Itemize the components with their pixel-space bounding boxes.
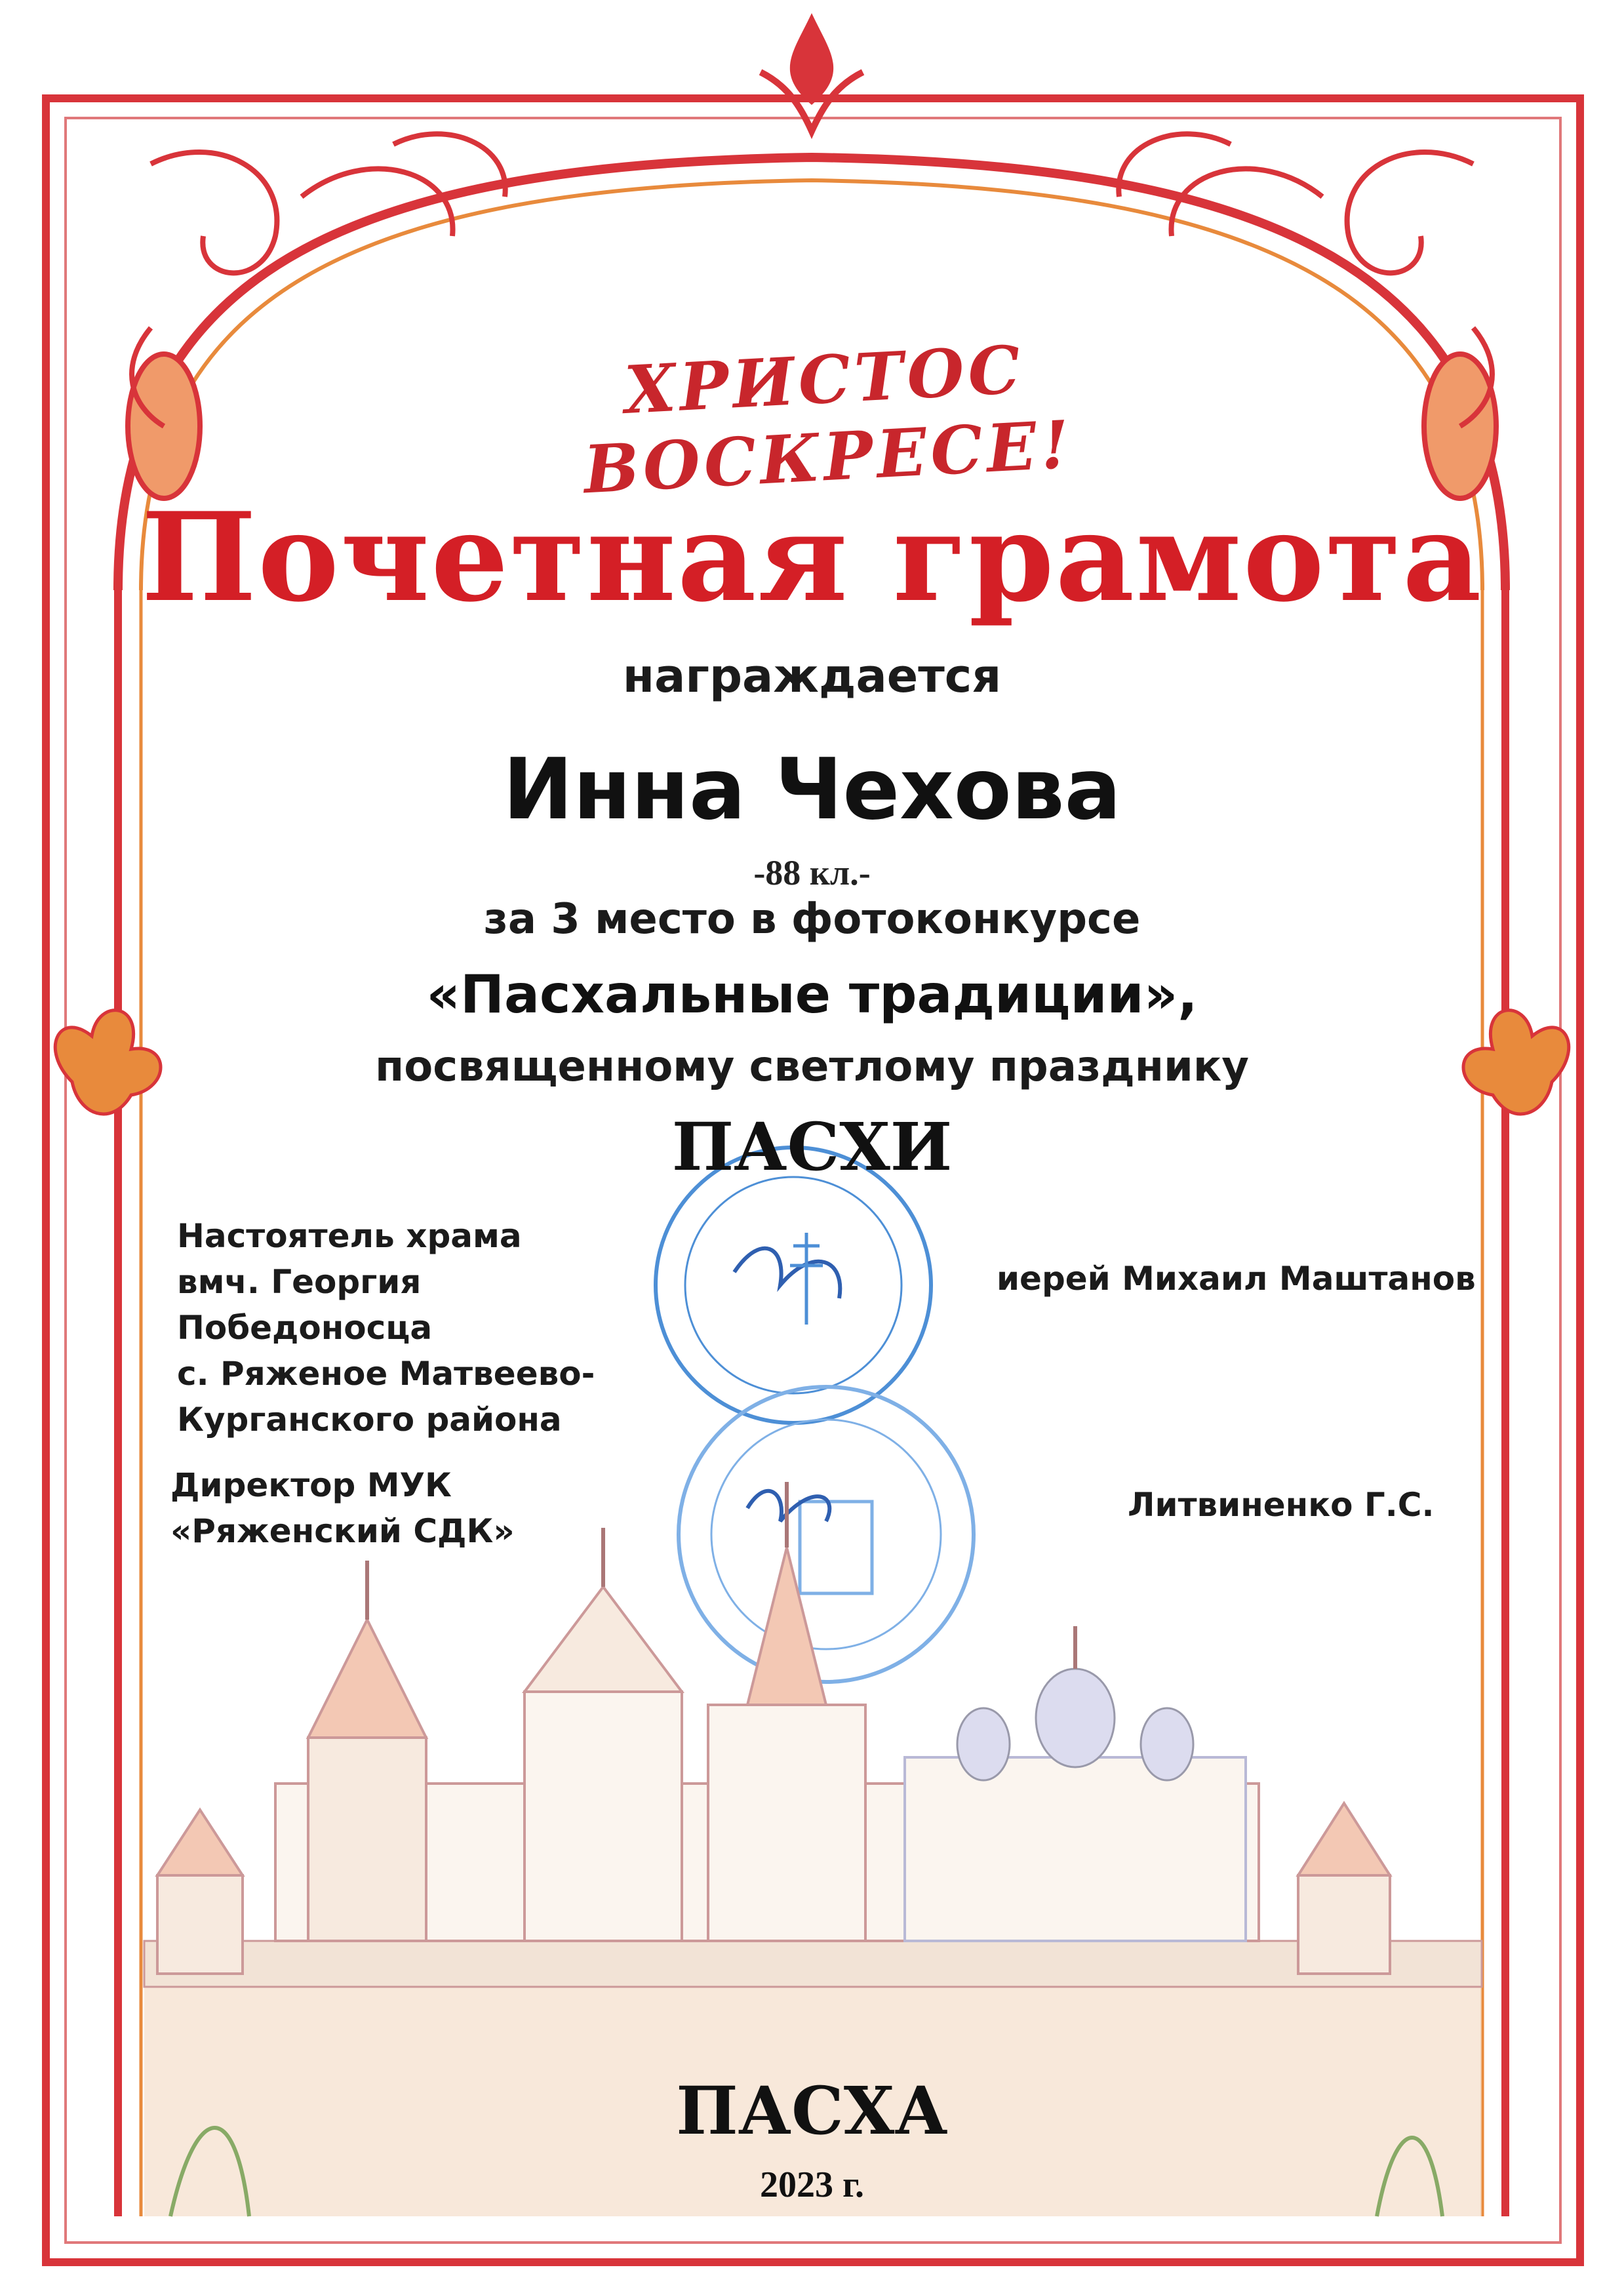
signatory-1-name: иерей Михаил Маштанов bbox=[997, 1260, 1476, 1298]
signatory-1-position-line: вмч. Георгия Победоносца bbox=[177, 1263, 433, 1347]
signatory-1-position bbox=[177, 1213, 675, 1443]
signatory-2-name: Литвиненко Г.С. bbox=[1128, 1486, 1435, 1524]
holiday-name: ПАСХИ bbox=[671, 1108, 953, 1186]
round-culture-center-seal-icon bbox=[679, 1387, 974, 1682]
round-church-seal-icon bbox=[656, 1148, 931, 1423]
signatory-2-position bbox=[170, 1462, 629, 1554]
certificate-title: Почетная грамота bbox=[141, 485, 1483, 629]
signatory-2-position-line: Директор МУК bbox=[170, 1466, 452, 1504]
crown-ornament-icon bbox=[761, 13, 863, 131]
footer-holiday: ПАСХА bbox=[676, 2072, 948, 2149]
awarded-line: награждается bbox=[622, 649, 1002, 703]
award-reason: за 3 место в фотоконкурсе bbox=[483, 895, 1141, 944]
recipient-name: Инна Чехова bbox=[502, 741, 1122, 839]
signatory-1-position-line: Курганского района bbox=[177, 1401, 562, 1439]
footer-year: 2023 г. bbox=[759, 2165, 865, 2205]
greeting-heading: ХРИСТОС ВОСКРЕСЕ! bbox=[582, 330, 1075, 509]
dedication-line: посвященному светлому празднику bbox=[375, 1043, 1249, 1091]
recipient-class: -88 кл.- bbox=[753, 853, 871, 892]
contest-name: «Пасхальные традиции», bbox=[426, 964, 1198, 1025]
signatory-1-position-line: Настоятель храма bbox=[177, 1217, 522, 1255]
signatory-1-position-line: с. Ряженое Матвеево- bbox=[177, 1355, 595, 1393]
signatory-2-position-line: «Ряженский СДК» bbox=[170, 1512, 515, 1550]
